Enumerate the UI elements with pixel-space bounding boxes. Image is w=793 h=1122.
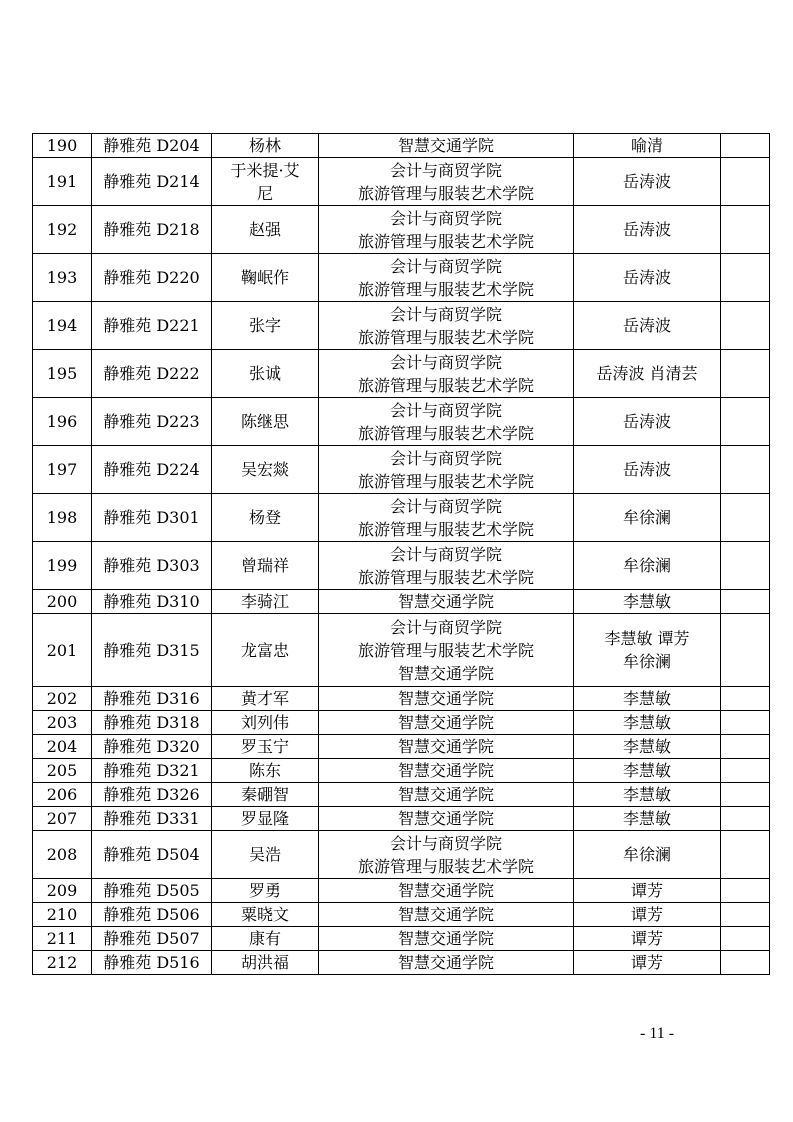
table-row <box>33 687 770 711</box>
note-cell <box>721 614 770 687</box>
student-name-cell <box>212 711 319 735</box>
table-row <box>33 446 770 494</box>
row-number-cell: 202 <box>33 687 92 711</box>
student-name-cell-line: 粟晓文 <box>240 905 289 924</box>
table-row <box>33 614 770 687</box>
room-cell: 静雅苑 D303 <box>92 542 212 590</box>
note-cell <box>721 903 770 927</box>
note-cell <box>721 350 770 398</box>
college-cell <box>319 158 574 206</box>
advisor-cell-line: 岳涛波 肖清芸 <box>596 364 698 383</box>
advisor-cell <box>574 398 721 446</box>
note-cell <box>721 687 770 711</box>
advisor-cell <box>574 134 721 158</box>
room-cell: 静雅苑 D320 <box>92 735 212 759</box>
college-cell-line: 智慧交通学院 <box>397 785 494 804</box>
advisor-cell-line: 李慧敏 <box>622 809 671 828</box>
row-number-cell: 196 <box>33 398 92 446</box>
college-cell-line: 旅游管理与服装艺术学院 <box>357 231 534 251</box>
advisor-cell <box>574 542 721 590</box>
advisor-cell <box>574 903 721 927</box>
advisor-cell-line: 岳涛波 <box>622 316 671 335</box>
student-name-cell <box>212 206 319 254</box>
advisor-cell-line: 李慧敏 谭芳 <box>604 629 690 648</box>
student-name-cell <box>212 879 319 903</box>
table-row <box>33 759 770 783</box>
room-cell: 静雅苑 D223 <box>92 398 212 446</box>
table-row <box>33 711 770 735</box>
advisor-cell <box>574 206 721 254</box>
student-name-cell-line: 康有 <box>248 929 281 948</box>
college-cell-line: 智慧交通学院 <box>397 737 494 756</box>
student-name-cell <box>212 158 319 206</box>
college-cell <box>319 254 574 302</box>
student-name-cell <box>212 446 319 494</box>
row-number-cell: 212 <box>33 951 92 975</box>
college-cell <box>319 350 574 398</box>
row-number-cell: 201 <box>33 614 92 687</box>
college-cell-line: 会计与商贸学院 <box>389 208 502 228</box>
table-row <box>33 134 770 158</box>
row-number-cell: 198 <box>33 494 92 542</box>
college-cell-line: 会计与商贸学院 <box>389 617 502 637</box>
advisor-cell <box>574 783 721 807</box>
college-cell-line: 旅游管理与服装艺术学院 <box>357 471 534 491</box>
advisor-cell-line: 李慧敏 <box>622 737 671 756</box>
college-cell <box>319 614 574 687</box>
student-name-cell-line: 李骑江 <box>240 592 289 611</box>
table-row <box>33 494 770 542</box>
student-name-cell <box>212 903 319 927</box>
room-cell: 静雅苑 D221 <box>92 302 212 350</box>
room-cell: 静雅苑 D204 <box>92 134 212 158</box>
note-cell <box>721 879 770 903</box>
row-number-cell: 194 <box>33 302 92 350</box>
student-name-cell <box>212 542 319 590</box>
advisor-cell-line: 岳涛波 <box>622 460 671 479</box>
student-name-cell <box>212 350 319 398</box>
student-name-cell-line: 杨林 <box>248 136 281 155</box>
note-cell <box>721 783 770 807</box>
college-cell-line: 旅游管理与服装艺术学院 <box>357 375 534 395</box>
student-name-cell <box>212 831 319 879</box>
college-cell <box>319 446 574 494</box>
row-number-cell: 195 <box>33 350 92 398</box>
note-cell <box>721 590 770 614</box>
advisor-cell <box>574 350 721 398</box>
room-cell: 静雅苑 D214 <box>92 158 212 206</box>
advisor-cell-line: 李慧敏 <box>622 713 671 732</box>
student-name-cell <box>212 735 319 759</box>
student-name-cell-line: 陈继思 <box>240 412 289 431</box>
college-cell-line: 旅游管理与服装艺术学院 <box>357 567 534 587</box>
college-cell-line: 智慧交通学院 <box>397 663 494 683</box>
college-cell-line: 智慧交通学院 <box>397 713 494 732</box>
student-name-cell-line: 龙富忠 <box>240 640 289 660</box>
row-number-cell: 205 <box>33 759 92 783</box>
row-number-cell: 200 <box>33 590 92 614</box>
note-cell <box>721 158 770 206</box>
college-cell <box>319 927 574 951</box>
student-name-cell <box>212 927 319 951</box>
row-number-cell: 190 <box>33 134 92 158</box>
advisor-cell-line: 谭芳 <box>630 881 663 900</box>
college-cell <box>319 735 574 759</box>
room-cell: 静雅苑 D316 <box>92 687 212 711</box>
note-cell <box>721 542 770 590</box>
student-name-cell <box>212 807 319 831</box>
student-name-cell-line: 吴宏燚 <box>240 460 289 479</box>
college-cell-line: 旅游管理与服装艺术学院 <box>357 640 534 660</box>
advisor-cell-line: 岳涛波 <box>622 172 671 191</box>
student-name-cell <box>212 590 319 614</box>
college-cell <box>319 206 574 254</box>
advisor-cell-line: 岳涛波 <box>622 220 671 239</box>
room-cell: 静雅苑 D326 <box>92 783 212 807</box>
table-row <box>33 398 770 446</box>
college-cell <box>319 831 574 879</box>
student-name-cell <box>212 494 319 542</box>
college-cell-line: 会计与商贸学院 <box>389 833 502 853</box>
row-number-cell: 197 <box>33 446 92 494</box>
advisor-cell-line: 谭芳 <box>630 953 663 972</box>
note-cell <box>721 927 770 951</box>
row-number-cell: 199 <box>33 542 92 590</box>
table-body <box>33 134 770 975</box>
advisor-cell <box>574 494 721 542</box>
student-name-cell-line: 鞠岷作 <box>240 268 289 287</box>
student-name-cell-line: 罗玉宁 <box>240 737 289 756</box>
advisor-cell-line: 岳涛波 <box>622 268 671 287</box>
row-number-cell: 203 <box>33 711 92 735</box>
college-cell-line: 旅游管理与服装艺术学院 <box>357 183 534 203</box>
college-cell <box>319 494 574 542</box>
student-name-cell <box>212 614 319 687</box>
advisor-cell-line: 李慧敏 <box>622 785 671 804</box>
college-cell <box>319 711 574 735</box>
college-cell <box>319 951 574 975</box>
student-name-cell-line: 尼 <box>256 183 273 203</box>
student-name-cell-line: 陈东 <box>248 761 281 780</box>
table-row <box>33 927 770 951</box>
row-number-cell: 206 <box>33 783 92 807</box>
room-cell: 静雅苑 D220 <box>92 254 212 302</box>
student-name-cell-line: 赵强 <box>248 220 281 239</box>
college-cell-line: 智慧交通学院 <box>397 881 494 900</box>
student-name-cell <box>212 134 319 158</box>
student-name-cell-line: 于米提·艾 <box>230 160 300 180</box>
room-cell: 静雅苑 D516 <box>92 951 212 975</box>
table-row <box>33 783 770 807</box>
room-cell: 静雅苑 D321 <box>92 759 212 783</box>
table-row <box>33 831 770 879</box>
student-name-cell-line: 胡洪福 <box>240 953 289 972</box>
table-row <box>33 903 770 927</box>
student-name-cell-line: 刘列伟 <box>240 713 289 732</box>
advisor-cell <box>574 446 721 494</box>
college-cell-line: 旅游管理与服装艺术学院 <box>357 279 534 299</box>
student-name-cell <box>212 254 319 302</box>
college-cell <box>319 542 574 590</box>
room-cell: 静雅苑 D218 <box>92 206 212 254</box>
room-cell: 静雅苑 D331 <box>92 807 212 831</box>
college-cell <box>319 783 574 807</box>
note-cell <box>721 398 770 446</box>
dormitory-table <box>32 133 770 975</box>
note-cell <box>721 254 770 302</box>
college-cell <box>319 398 574 446</box>
college-cell-line: 旅游管理与服装艺术学院 <box>357 327 534 347</box>
advisor-cell <box>574 614 721 687</box>
advisor-cell-line: 李慧敏 <box>622 689 671 708</box>
college-cell <box>319 903 574 927</box>
student-name-cell-line: 张诚 <box>248 364 281 383</box>
college-cell-line: 会计与商贸学院 <box>389 352 502 372</box>
college-cell <box>319 879 574 903</box>
advisor-cell-line: 李慧敏 <box>622 761 671 780</box>
college-cell-line: 智慧交通学院 <box>397 809 494 828</box>
table-row <box>33 735 770 759</box>
advisor-cell <box>574 254 721 302</box>
advisor-cell <box>574 735 721 759</box>
college-cell-line: 会计与商贸学院 <box>389 304 502 324</box>
note-cell <box>721 494 770 542</box>
student-name-cell-line: 杨登 <box>248 508 281 527</box>
note-cell <box>721 302 770 350</box>
room-cell: 静雅苑 D224 <box>92 446 212 494</box>
row-number-cell: 208 <box>33 831 92 879</box>
room-cell: 静雅苑 D301 <box>92 494 212 542</box>
student-name-cell-line: 张字 <box>248 316 281 335</box>
student-name-cell-line: 黄才军 <box>240 689 289 708</box>
row-number-cell: 209 <box>33 879 92 903</box>
advisor-cell <box>574 158 721 206</box>
row-number-cell: 191 <box>33 158 92 206</box>
college-cell-line: 旅游管理与服装艺术学院 <box>357 519 534 539</box>
student-name-cell <box>212 783 319 807</box>
advisor-cell <box>574 711 721 735</box>
advisor-cell-line: 喻清 <box>630 136 663 155</box>
row-number-cell: 210 <box>33 903 92 927</box>
college-cell-line: 旅游管理与服装艺术学院 <box>357 856 534 876</box>
table-row <box>33 590 770 614</box>
table-row <box>33 807 770 831</box>
table-row <box>33 254 770 302</box>
college-cell <box>319 590 574 614</box>
table-row <box>33 542 770 590</box>
college-cell <box>319 302 574 350</box>
advisor-cell-line: 牟徐澜 <box>622 556 671 575</box>
college-cell-line: 智慧交通学院 <box>397 929 494 948</box>
advisor-cell-line: 岳涛波 <box>622 412 671 431</box>
college-cell-line: 智慧交通学院 <box>397 689 494 708</box>
note-cell <box>721 735 770 759</box>
student-name-cell <box>212 951 319 975</box>
row-number-cell: 204 <box>33 735 92 759</box>
student-name-cell-line: 吴浩 <box>248 845 281 864</box>
college-cell-line: 智慧交通学院 <box>397 761 494 780</box>
room-cell: 静雅苑 D318 <box>92 711 212 735</box>
room-cell: 静雅苑 D505 <box>92 879 212 903</box>
room-cell: 静雅苑 D507 <box>92 927 212 951</box>
table-row <box>33 951 770 975</box>
student-name-cell <box>212 302 319 350</box>
college-cell-line: 智慧交通学院 <box>397 592 494 611</box>
college-cell-line: 会计与商贸学院 <box>389 400 502 420</box>
note-cell <box>721 206 770 254</box>
advisor-cell-line: 李慧敏 <box>622 592 671 611</box>
college-cell-line: 会计与商贸学院 <box>389 160 502 180</box>
row-number-cell: 193 <box>33 254 92 302</box>
student-name-cell-line: 秦硼智 <box>240 785 289 804</box>
advisor-cell <box>574 927 721 951</box>
row-number-cell: 192 <box>33 206 92 254</box>
advisor-cell <box>574 302 721 350</box>
table-row <box>33 350 770 398</box>
advisor-cell-line: 谭芳 <box>630 929 663 948</box>
college-cell-line: 智慧交通学院 <box>397 905 494 924</box>
advisor-cell <box>574 807 721 831</box>
advisor-cell <box>574 759 721 783</box>
page-number: - 11 - <box>640 1025 675 1042</box>
note-cell <box>721 807 770 831</box>
row-number-cell: 207 <box>33 807 92 831</box>
advisor-cell <box>574 951 721 975</box>
room-cell: 静雅苑 D506 <box>92 903 212 927</box>
college-cell-line: 会计与商贸学院 <box>389 256 502 276</box>
room-cell: 静雅苑 D315 <box>92 614 212 687</box>
student-name-cell-line: 罗显隆 <box>240 809 289 828</box>
note-cell <box>721 759 770 783</box>
advisor-cell <box>574 831 721 879</box>
advisor-cell-line: 牟徐澜 <box>622 508 671 527</box>
room-cell: 静雅苑 D310 <box>92 590 212 614</box>
college-cell-line: 智慧交通学院 <box>397 953 494 972</box>
table-row <box>33 158 770 206</box>
student-name-cell <box>212 687 319 711</box>
note-cell <box>721 446 770 494</box>
table-row <box>33 302 770 350</box>
note-cell <box>721 831 770 879</box>
student-name-cell <box>212 759 319 783</box>
college-cell-line: 智慧交通学院 <box>397 136 494 155</box>
advisor-cell-line: 牟徐澜 <box>622 845 671 864</box>
college-cell <box>319 807 574 831</box>
note-cell <box>721 951 770 975</box>
advisor-cell <box>574 590 721 614</box>
college-cell-line: 旅游管理与服装艺术学院 <box>357 423 534 443</box>
advisor-cell <box>574 687 721 711</box>
room-cell: 静雅苑 D504 <box>92 831 212 879</box>
advisor-cell-line: 牟徐澜 <box>622 652 671 671</box>
student-name-cell-line: 曾瑞祥 <box>240 556 289 575</box>
note-cell <box>721 711 770 735</box>
college-cell <box>319 134 574 158</box>
college-cell <box>319 687 574 711</box>
table-row <box>33 879 770 903</box>
student-name-cell-line: 罗勇 <box>248 881 281 900</box>
note-cell <box>721 134 770 158</box>
student-name-cell <box>212 398 319 446</box>
advisor-cell <box>574 879 721 903</box>
table-row <box>33 206 770 254</box>
college-cell-line: 会计与商贸学院 <box>389 496 502 516</box>
college-cell-line: 会计与商贸学院 <box>389 544 502 564</box>
college-cell-line: 会计与商贸学院 <box>389 448 502 468</box>
advisor-cell-line: 谭芳 <box>630 905 663 924</box>
college-cell <box>319 759 574 783</box>
room-cell: 静雅苑 D222 <box>92 350 212 398</box>
row-number-cell: 211 <box>33 927 92 951</box>
